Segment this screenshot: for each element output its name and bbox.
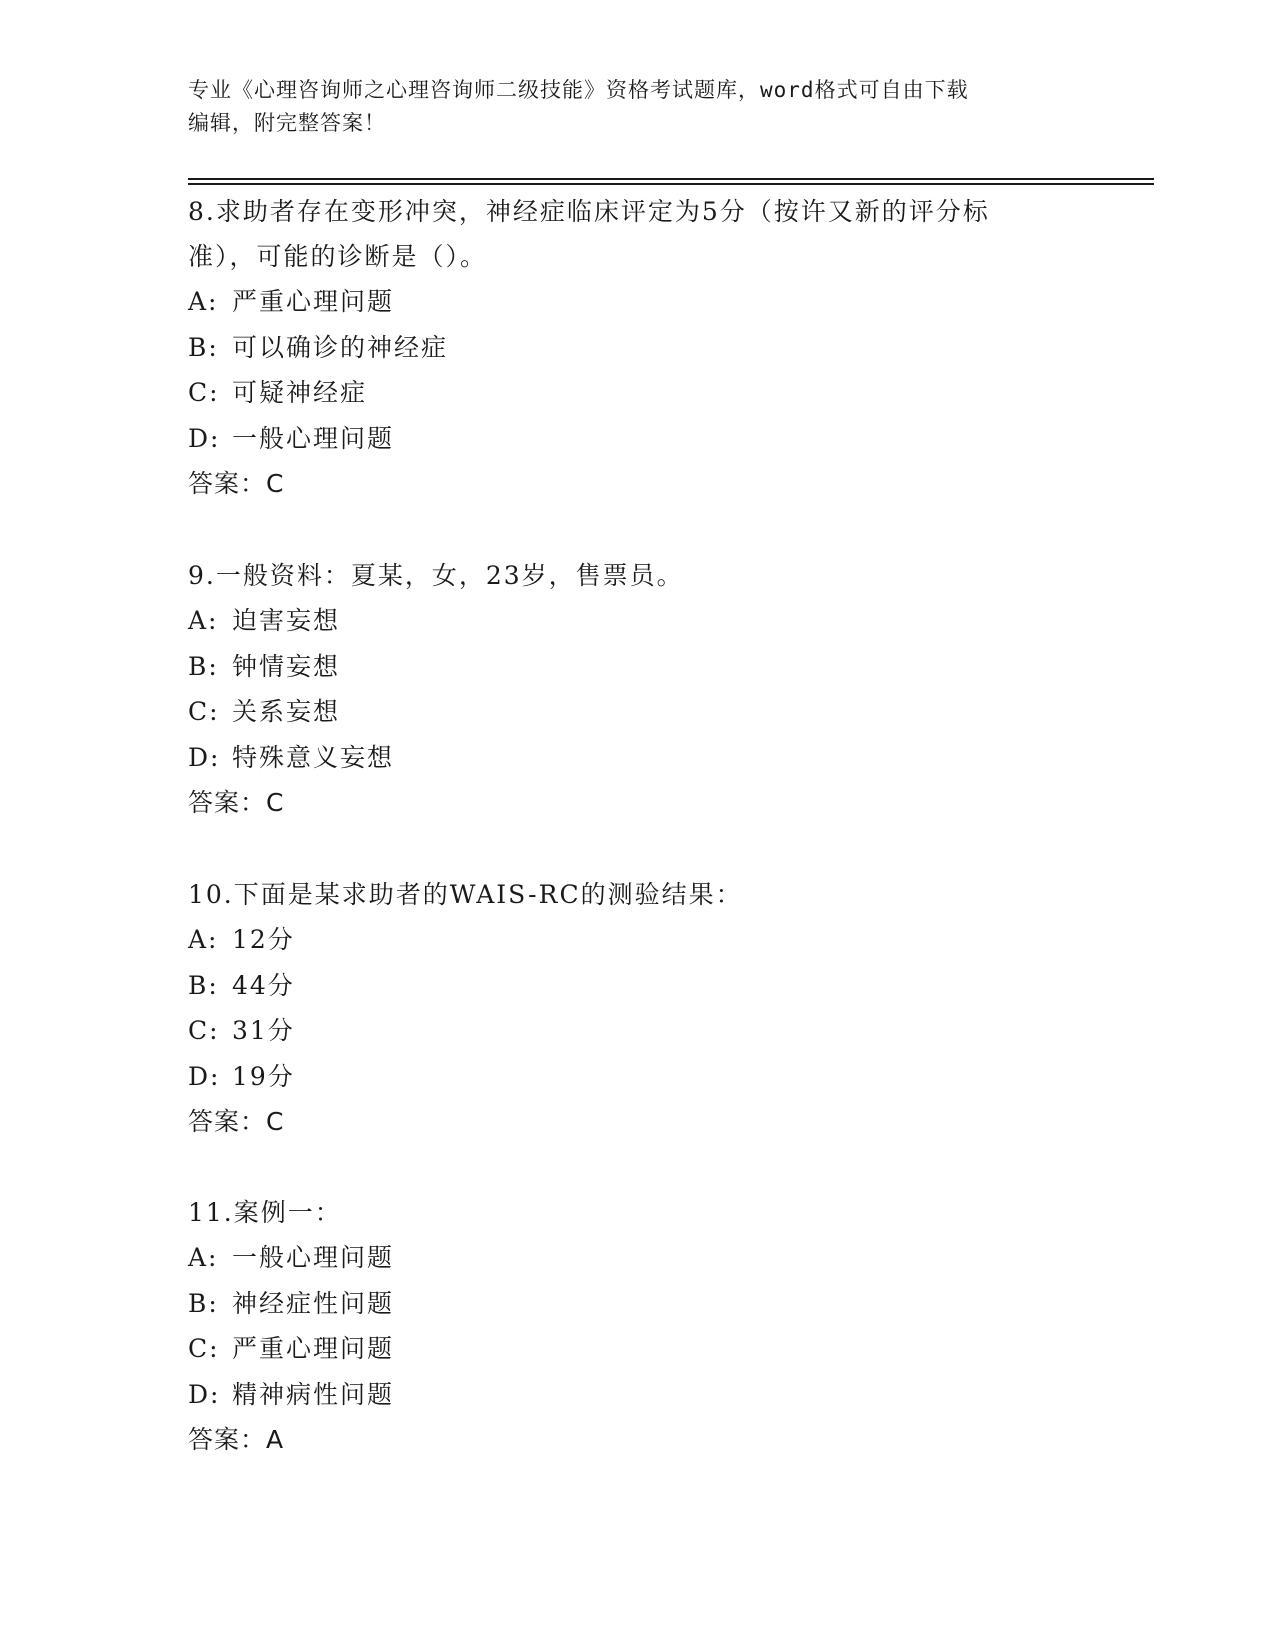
question-9 (188, 553, 1088, 826)
option-letter: A: (188, 287, 219, 316)
option-letter: A: (188, 606, 219, 635)
option-b (188, 1281, 1088, 1327)
option-letter: A: (188, 1243, 219, 1272)
option-a (188, 917, 1088, 963)
question-11 (188, 1190, 1088, 1463)
option-letter: C: (188, 1016, 220, 1045)
option-d (188, 735, 1088, 781)
option-letter: C: (188, 378, 220, 407)
option-a (188, 598, 1088, 644)
option-letter: C: (188, 1334, 220, 1363)
question-10 (188, 872, 1088, 1145)
question-stem: 8.求助者存在变形冲突，神经症临床评定为5分（按许又新的评分标 (188, 197, 990, 226)
question-stem: 9.一般资料：夏某，女，23岁，售票员。 (188, 561, 684, 590)
option-d (188, 1054, 1088, 1100)
option-text: 特殊意义妄想 (232, 742, 395, 772)
answer-line: 答案：C (188, 788, 285, 817)
option-letter: B: (188, 651, 219, 681)
option-text: 神经症性问题 (232, 1288, 395, 1318)
option-letter: D: (188, 1061, 221, 1091)
option-letter: D: (188, 742, 221, 772)
option-text: 严重心理问题 (232, 1334, 395, 1363)
header-divider-top (188, 178, 1154, 180)
option-text: 关系妄想 (232, 697, 341, 726)
answer-line: 答案：C (188, 469, 285, 498)
option-text: 31分 (232, 1016, 295, 1045)
question-stem: 11.案例一： (188, 1198, 342, 1227)
option-letter: D: (188, 423, 221, 453)
document-header (188, 74, 1068, 140)
header-line-1: 专业《心理咨询师之心理咨询师二级技能》资格考试题库，word格式可自由下载 (188, 78, 969, 102)
question-stem: 10.下面是某求助者的WAIS-RC的测验结果： (188, 880, 743, 909)
option-text: 一般心理问题 (232, 423, 395, 453)
option-letter: D: (188, 1379, 221, 1409)
option-c (188, 1008, 1088, 1054)
answer-line: 答案：C (188, 1107, 285, 1136)
option-c (188, 689, 1088, 735)
option-text: 严重心理问题 (232, 287, 395, 316)
option-text: 19分 (232, 1061, 295, 1091)
header-line-2: 编辑，附完整答案！ (188, 111, 386, 135)
question-stem-continued: 准），可能的诊断是（）。 (188, 242, 488, 271)
option-b (188, 963, 1088, 1009)
option-text: 44分 (232, 970, 295, 1000)
option-letter: A: (188, 925, 219, 954)
answer-line: 答案：A (188, 1425, 285, 1454)
option-text: 精神病性问题 (232, 1379, 395, 1409)
option-a (188, 1235, 1088, 1281)
option-b (188, 325, 1088, 371)
question-8 (188, 189, 1088, 507)
option-text: 一般心理问题 (232, 1243, 395, 1272)
option-text: 12分 (232, 925, 295, 954)
option-letter: B: (188, 332, 219, 362)
option-letter: C: (188, 697, 220, 726)
option-d (188, 416, 1088, 462)
option-text: 可以确诊的神经症 (232, 332, 449, 362)
option-text: 迫害妄想 (232, 606, 341, 635)
option-letter: B: (188, 1288, 219, 1318)
option-b (188, 644, 1088, 690)
option-text: 可疑神经症 (232, 378, 368, 407)
option-d (188, 1372, 1088, 1418)
header-divider-bottom (188, 183, 1154, 185)
option-c (188, 1326, 1088, 1372)
option-text: 钟情妄想 (232, 651, 341, 681)
option-a (188, 279, 1088, 325)
option-letter: B: (188, 970, 219, 1000)
option-c (188, 370, 1088, 416)
